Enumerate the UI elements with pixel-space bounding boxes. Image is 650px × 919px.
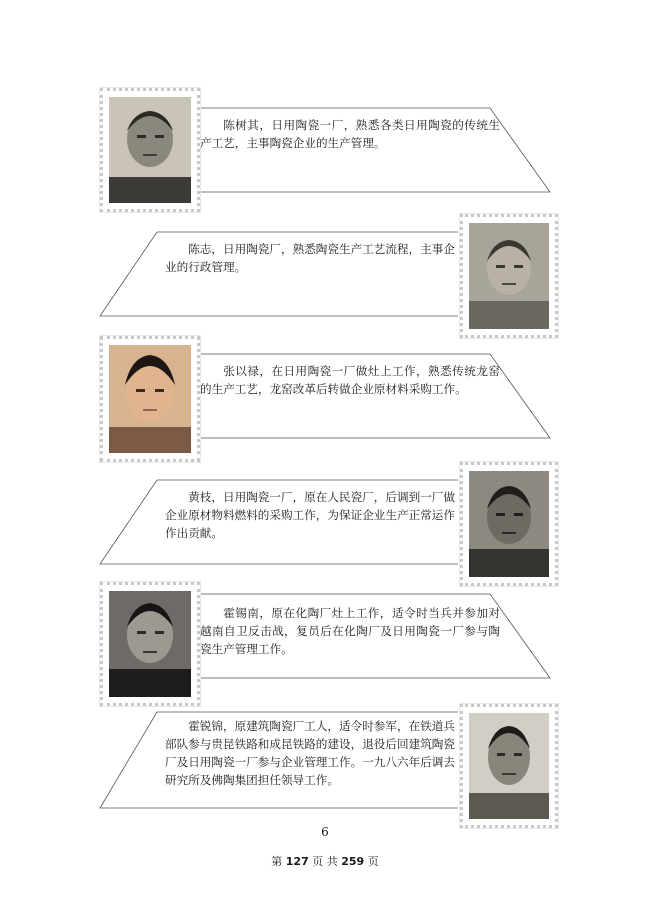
portrait-photo [109, 345, 191, 453]
portrait-stamp [460, 704, 558, 828]
portrait-photo [469, 713, 549, 819]
footer-suffix: 页 [367, 855, 379, 868]
bio-text: 霍锡南，原在化陶厂灶上工作，适令时当兵并参加对越南自卫反击战，复员后在化陶厂及日用陶瓷一厂参与陶瓷生产管理工作。 [200, 606, 500, 656]
bio-entry [0, 334, 650, 458]
bio-text: 陈志，日用陶瓷厂，熟悉陶瓷生产工艺流程，主事企业的行政管理。 [165, 242, 455, 274]
bio-text: 黄枝，日用陶瓷一厂，原在人民瓷厂，后调到一厂做企业原材物料燃料的采购工作，为保证企业生产正常运作作出贡献。 [165, 490, 455, 540]
portrait-photo [109, 591, 191, 697]
page-number: 6 [321, 825, 329, 839]
footer-current-page: 127 [285, 855, 309, 868]
bio-entry [0, 582, 650, 706]
portrait-photo [469, 471, 549, 577]
portrait-stamp [100, 88, 200, 212]
bio-text: 张以禄，在日用陶瓷一厂做灶上工作，熟悉传统龙窑的生产工艺，龙窑改革后转做企业原材料采购工作。 [200, 364, 500, 396]
bio-text: 陈树其，日用陶瓷一厂，熟悉各类日用陶瓷的传统生产工艺，主事陶瓷企业的生产管理。 [200, 118, 500, 150]
bio-text: 霍锐锦，原建筑陶瓷厂工人，适令时参军，在铁道兵部队参与贵昆铁路和成昆铁路的建设，退役后回建筑陶瓷厂及日用陶瓷一厂参与企业管理工作。一九八六年后调去研究所及佛陶集团担任领导工作。 [165, 719, 455, 787]
bio-entry [0, 700, 650, 824]
portrait-stamp [100, 582, 200, 706]
portrait-stamp [100, 336, 200, 462]
bio-entry [0, 458, 650, 582]
page-footer [0, 853, 650, 869]
bio-entry [0, 86, 650, 210]
footer-total-pages: 259 [341, 855, 365, 868]
portrait-stamp [460, 214, 558, 338]
portrait-photo [109, 97, 191, 203]
portrait-photo [469, 223, 549, 329]
bio-entry [0, 210, 650, 334]
portrait-stamp [460, 462, 558, 586]
footer-mid: 页 共 [312, 855, 338, 868]
footer-prefix: 第 [271, 855, 283, 868]
